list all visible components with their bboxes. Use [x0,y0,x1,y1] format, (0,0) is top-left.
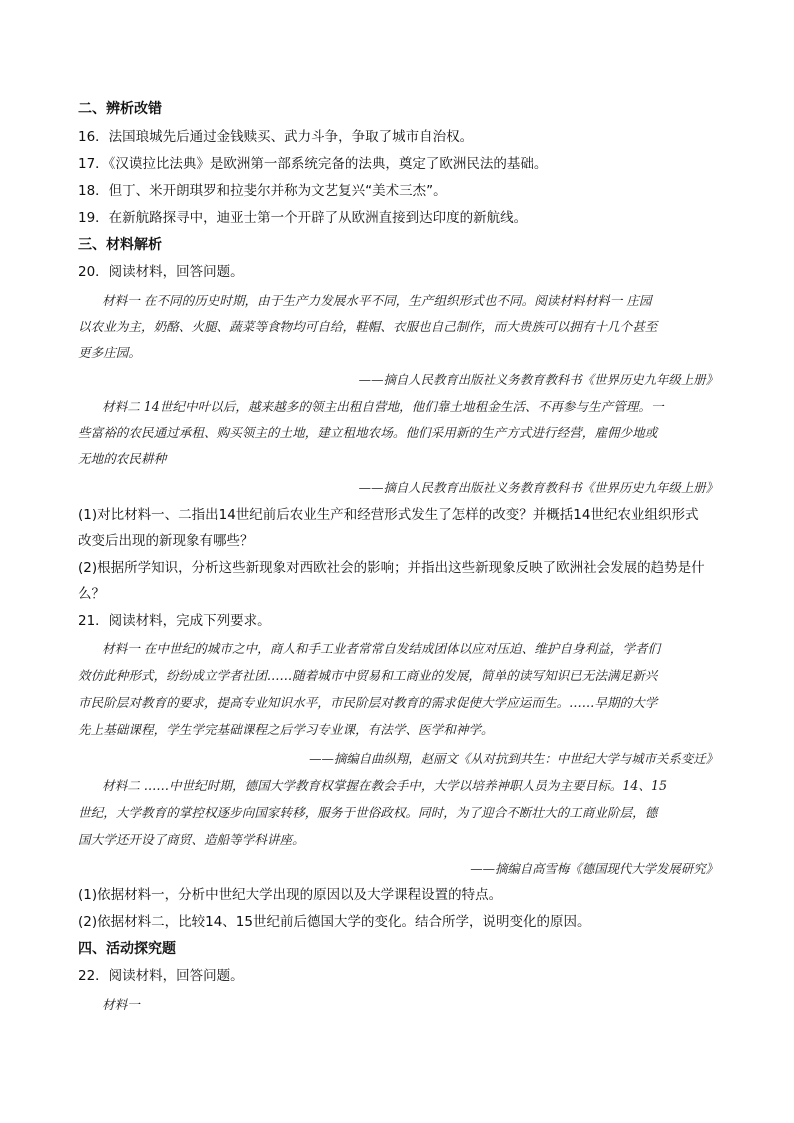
material-line: 无地的农民耕种 [78,451,167,466]
material-source: ——摘自人民教育出版社义务教育教科书《世界历史九年级上册》 [358,372,718,387]
material-line: 更多庄园。 [78,345,141,360]
material-line: 以农业为主，奶酪、火腿、蔬菜等食物均可自给，鞋帽、衣服也自己制作，而大贵族可以拥有十几个甚至 [78,319,658,334]
section-heading: 四、活动探究题 [78,941,176,957]
material-line: 些富裕的农民通过承租、购买领主的土地，建立租地农场。他们采用新的生产方式进行经营，雇佣少地或 [78,425,658,440]
material-source: ——摘自人民教育出版社义务教育教科书《世界历史九年级上册》 [358,480,718,495]
material-line: 材料二 14世纪中叶以后，越来越多的领主出租自营地，他们靠土地租金生活、不再参与生产管理。一 [102,399,664,414]
sub-question: 改变后出现的新现象有哪些？ [78,533,254,549]
material-line: 国大学还开设了商贸、造船等学科讲座。 [78,832,305,847]
material-line: 材料一 在不同的历史时期，由于生产力发展水平不同，生产组织形式也不同。阅读材料材料一 庄园 [102,293,652,308]
question-19: 19．在新航路探寻中，迪亚士第一个开辟了从欧洲直接到达印度的新航线。 [78,210,528,226]
question-22-stem: 22．阅读材料，回答问题。 [78,968,244,984]
material-line: 世纪，大学教育的掌控权逐步向国家转移，服务于世俗政权。同时，为了迎合不断壮大的工商业阶层，德 [78,805,658,820]
section-heading: 二、辨析改错 [78,101,162,117]
sub-question: (2)根据所学知识，分析这些新现象对西欧社会的影响；并指出这些新现象反映了欧洲社会发展的趋势是什 [78,560,705,576]
material-line: 材料二 ……中世纪时期，德国大学教育权掌握在教会手中，大学以培养神职人员为主要目标。14、15 [102,778,667,793]
material-line: 材料一 [102,997,140,1012]
question-21-stem: 21．阅读材料，完成下列要求。 [78,613,271,629]
material-source: ——摘编自曲纵翔，赵丽文《从对抗到共生：中世纪大学与城市关系变迁》 [309,751,718,766]
sub-question: (1)对比材料一、二指出14世纪前后农业生产和经营形式发生了怎样的改变？并概括14世纪农业组织形式 [78,507,699,523]
material-line: 效仿此种形式，纷纷成立学者社团……随着城市中贸易和工商业的发展，简单的读写知识已无法满足新兴 [78,668,658,683]
material-line: 先上基础课程，学生学完基础课程之后学习专业课，有法学、医学和神学。 [78,722,494,737]
section-heading: 三、材料解析 [78,237,162,253]
material-line: 市民阶层对教育的要求，提高专业知识水平，市民阶层对教育的需求促使大学应运而生。……早期的大学 [78,695,658,710]
material-line: 材料一 在中世纪的城市之中，商人和手工业者常常自发结成团体以应对压迫、维护自身利益，学者们 [102,641,661,656]
sub-question: (2)依据材料二，比较14、15世纪前后德国大学的变化。结合所学，说明变化的原因。 [78,914,591,930]
question-17: 17．《汉谟拉比法典》是欧洲第一部系统完备的法典，奠定了欧洲民法的基础。 [78,156,548,172]
question-18: 18．但丁、米开朗琪罗和拉斐尔并称为文艺复兴“美术三杰”。 [78,183,447,199]
question-16: 16．法国琅城先后通过金钱赎买、武力斗争，争取了城市自治权。 [78,129,474,145]
sub-question: (1)依据材料一，分析中世纪大学出现的原因以及大学课程设置的特点。 [78,887,503,903]
material-source: ——摘编自高雪梅《德国现代大学发展研究》 [470,861,718,876]
question-20-stem: 20．阅读材料，回答问题。 [78,264,244,280]
sub-question: 么？ [78,586,105,602]
